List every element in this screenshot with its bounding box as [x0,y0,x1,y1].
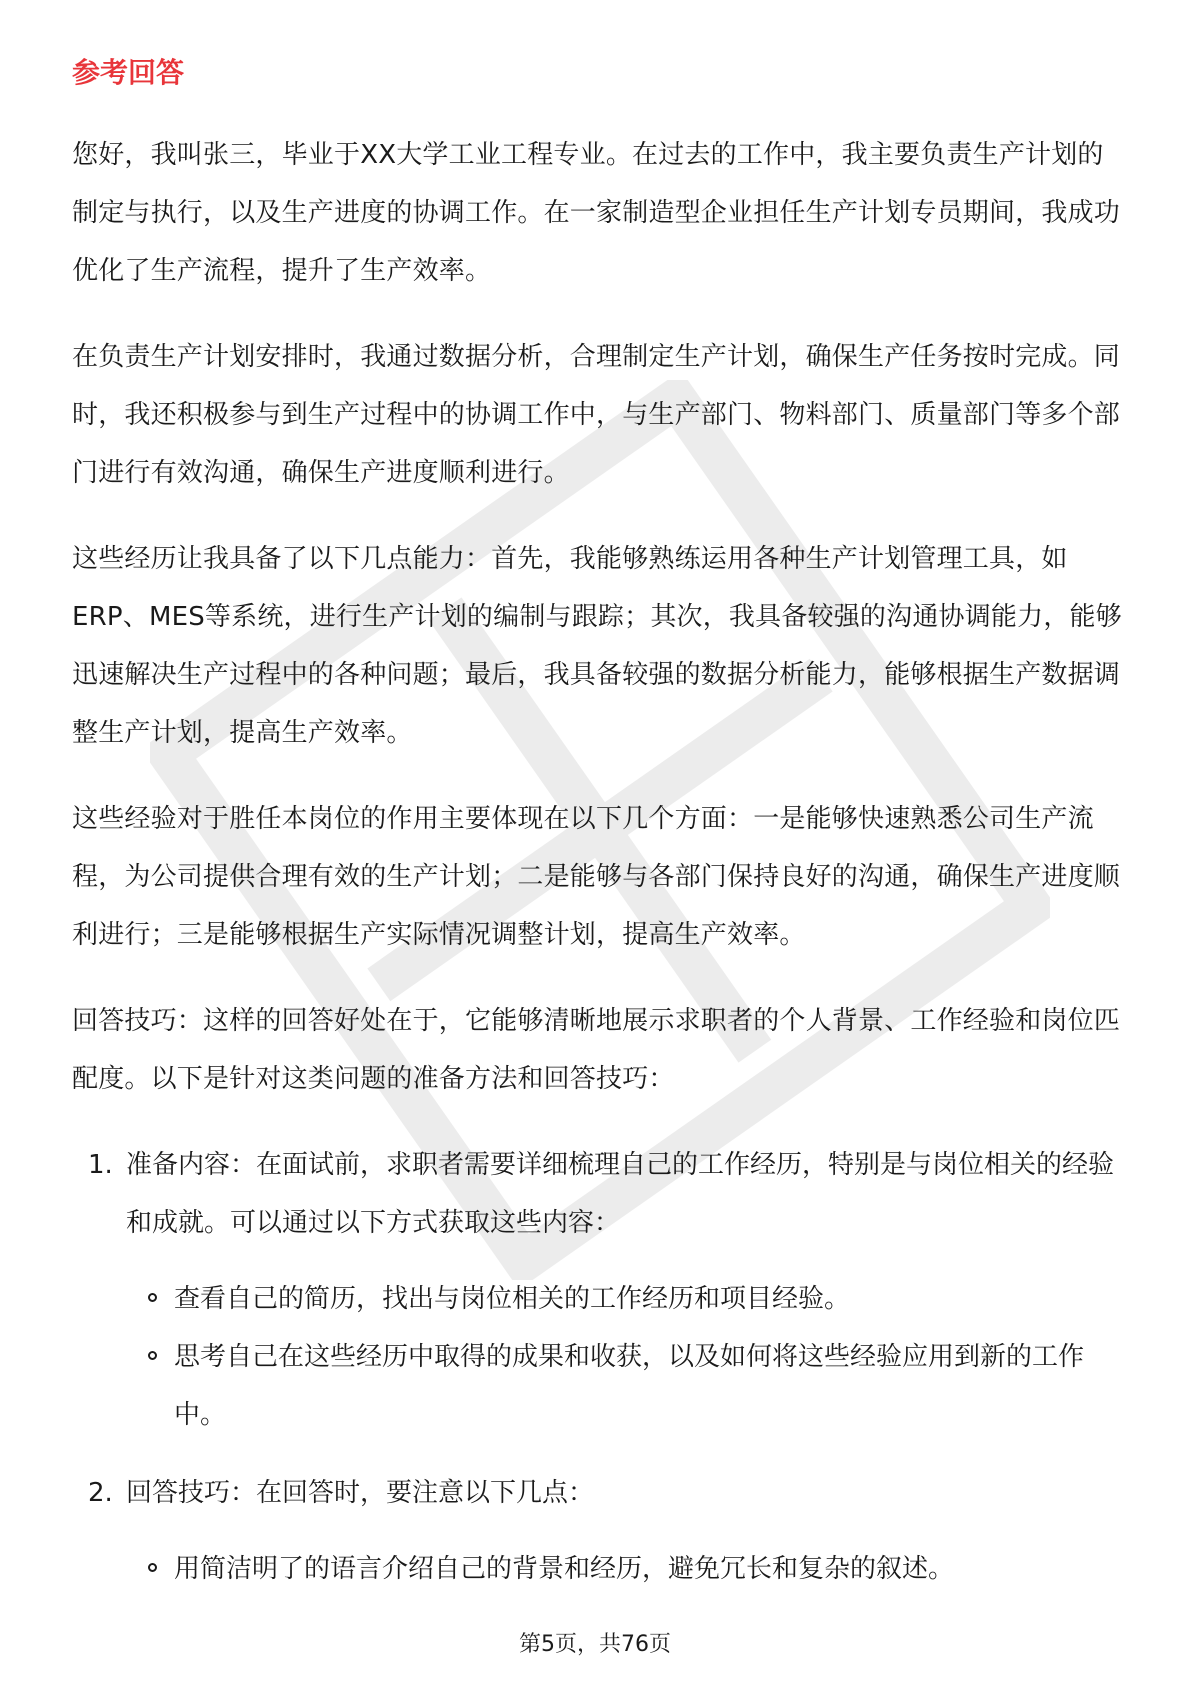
list-item [72,1464,1122,1598]
circle-bullet-icon [148,1563,157,1572]
main-content [72,48,1122,1618]
paragraph-tips: 回答技巧：这样的回答好处在于，它能够清晰地展示求职者的个人背景、工作经验和岗位匹配度。以下是针对这类问题的准备方法和回答技巧： [72,1006,1121,1094]
list-number: 1. [88,1150,113,1180]
sub-list-item [126,1328,1122,1444]
list-number: 2. [88,1478,113,1508]
page-number: 第5页，共76页 [519,1632,671,1657]
paragraph-role-fit: 这些经验对于胜任本岗位的作用主要体现在以下几个方面：一是能够快速熟悉公司生产流程，为公司提供合理有效的生产计划；二是能够与各部门保持良好的沟通，确保生产进度顺利进行；三是能够根据生产实际情况调整计划，提高生产效率。 [72,804,1121,950]
sub-list-item-text: 查看自己的简历，找出与岗位相关的工作经历和项目经验。 [174,1284,851,1314]
sub-list-item [126,1270,1122,1328]
paragraph-intro: 您好，我叫张三，毕业于XX大学工业工程专业。在过去的工作中，我主要负责生产计划的制定与执行，以及生产进度的协调工作。在一家制造型企业担任生产计划专员期间，我成功优化了生产流程，提升了生产效率。 [72,140,1121,286]
sub-list-item [126,1540,1122,1598]
list-item [72,1136,1122,1444]
paragraph-abilities: 这些经历让我具备了以下几点能力：首先，我能够熟练运用各种生产计划管理工具，如ERP、MES等系统，进行生产计划的编制与跟踪；其次，我具备较强的沟通协调能力，能够迅速解决生产过程中的各种问题；最后，我具备较强的数据分析能力，能够根据生产数据调整生产计划，提高生产效率。 [72,544,1122,748]
sub-list [126,1540,1122,1598]
sub-list-item-text: 用简洁明了的语言介绍自己的背景和经历，避免冗长和复杂的叙述。 [174,1554,955,1584]
sub-list-item-text: 思考自己在这些经历中取得的成果和收获，以及如何将这些经验应用到新的工作中。 [174,1342,1085,1430]
sub-list [126,1270,1122,1444]
list-item-text: 回答技巧：在回答时，要注意以下几点： [126,1478,595,1508]
steps-list [72,1136,1122,1598]
circle-bullet-icon [148,1293,157,1302]
paragraph-responsibilities: 在负责生产计划安排时，我通过数据分析，合理制定生产计划，确保生产任务按时完成。同时，我还积极参与到生产过程中的协调工作中，与生产部门、物料部门、质量部门等多个部门进行有效沟通，确保生产进度顺利进行。 [72,342,1121,488]
list-item-text: 准备内容：在面试前，求职者需要详细梳理自己的工作经历，特别是与岗位相关的经验和成就。可以通过以下方式获取这些内容： [126,1150,1115,1238]
circle-bullet-icon [148,1351,157,1360]
section-title: 参考回答 [72,56,185,89]
